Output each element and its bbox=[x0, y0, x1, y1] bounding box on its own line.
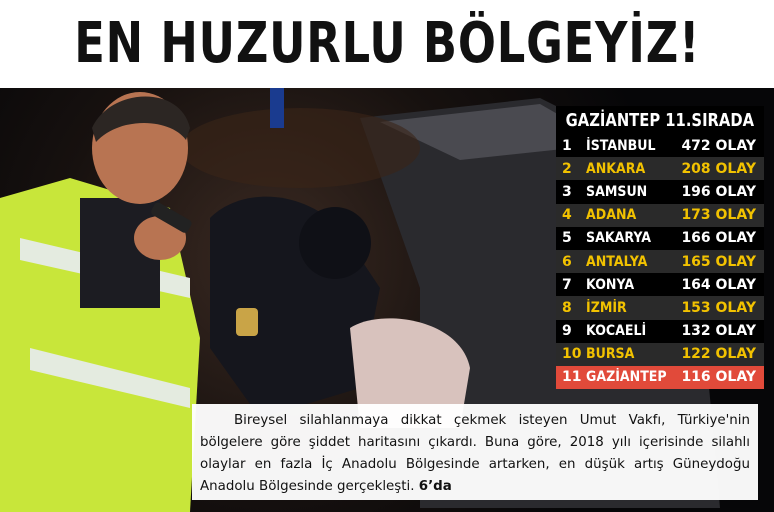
city-name: BURSA bbox=[586, 346, 635, 363]
city-name: GAZİANTEP bbox=[586, 369, 667, 386]
incident-count: 122 OLAY bbox=[681, 346, 756, 363]
incident-count: 208 OLAY bbox=[681, 160, 756, 177]
ranking-row-highlight bbox=[556, 366, 764, 389]
ranking-row bbox=[556, 343, 764, 366]
ranking-row bbox=[556, 204, 764, 227]
ranking-row bbox=[556, 296, 764, 319]
rank-number: 5 bbox=[562, 230, 572, 247]
headline-text: EN HUZURLU BÖLGEYİZ! bbox=[73, 11, 701, 76]
incident-count: 164 OLAY bbox=[681, 276, 756, 293]
rank-number: 1 bbox=[562, 137, 572, 154]
city-name: ANKARA bbox=[586, 160, 646, 177]
caption-box bbox=[192, 404, 758, 500]
incident-count: 132 OLAY bbox=[681, 323, 756, 340]
rank-number: 11 bbox=[562, 369, 582, 386]
ranking-row bbox=[556, 227, 764, 250]
incident-count: 196 OLAY bbox=[681, 183, 756, 200]
rank-number: 3 bbox=[562, 183, 572, 200]
rank-number: 8 bbox=[562, 299, 572, 316]
incident-count: 472 OLAY bbox=[681, 137, 756, 154]
incident-count: 153 OLAY bbox=[681, 299, 756, 316]
caption-text: Bireysel silahlanmaya dikkat çekmek isteyen Umut Vakfı, Türkiye'nin bölgelere göre şiddet haritasını çıkardı. Buna göre, 2018 yılı içerisinde silahlı olaylar en fazla İç Anadolu Bölgesinde artarken, en düşük artış Güneydoğu Anadolu Bölgesinde gerçekleşti. bbox=[200, 413, 750, 494]
ranking-row bbox=[556, 157, 764, 180]
police-badge bbox=[236, 308, 258, 336]
city-name: ADANA bbox=[586, 207, 637, 224]
incident-count: 116 OLAY bbox=[681, 369, 756, 386]
ranking-title: GAZİANTEP 11.SIRADA bbox=[556, 106, 764, 134]
ranking-row bbox=[556, 180, 764, 203]
ranking-row bbox=[556, 134, 764, 157]
rank-number: 4 bbox=[562, 207, 572, 224]
ranking-table bbox=[556, 106, 764, 390]
city-name: İZMİR bbox=[586, 299, 627, 316]
page-reference: 6’da bbox=[418, 479, 452, 494]
incident-count: 173 OLAY bbox=[681, 207, 756, 224]
road-sign bbox=[270, 88, 284, 128]
ranking-row bbox=[556, 320, 764, 343]
rank-number: 10 bbox=[562, 346, 582, 363]
headline-bar bbox=[0, 0, 774, 88]
incident-count: 165 OLAY bbox=[681, 253, 756, 270]
incident-count: 166 OLAY bbox=[681, 230, 756, 247]
ranking-row bbox=[556, 250, 764, 273]
city-name: SAKARYA bbox=[586, 230, 652, 247]
police-officer-head bbox=[299, 207, 371, 279]
rank-number: 7 bbox=[562, 276, 572, 293]
caption-paragraph bbox=[200, 410, 750, 498]
rank-number: 9 bbox=[562, 323, 572, 340]
city-name: SAMSUN bbox=[586, 183, 648, 200]
rank-number: 2 bbox=[562, 160, 572, 177]
city-name: KONYA bbox=[586, 276, 635, 293]
road-glow bbox=[180, 108, 420, 188]
city-name: ANTALYA bbox=[586, 253, 648, 270]
city-name: KOCAELİ bbox=[586, 323, 647, 340]
rank-number: 6 bbox=[562, 253, 572, 270]
city-name: İSTANBUL bbox=[586, 137, 656, 154]
ranking-row bbox=[556, 273, 764, 296]
